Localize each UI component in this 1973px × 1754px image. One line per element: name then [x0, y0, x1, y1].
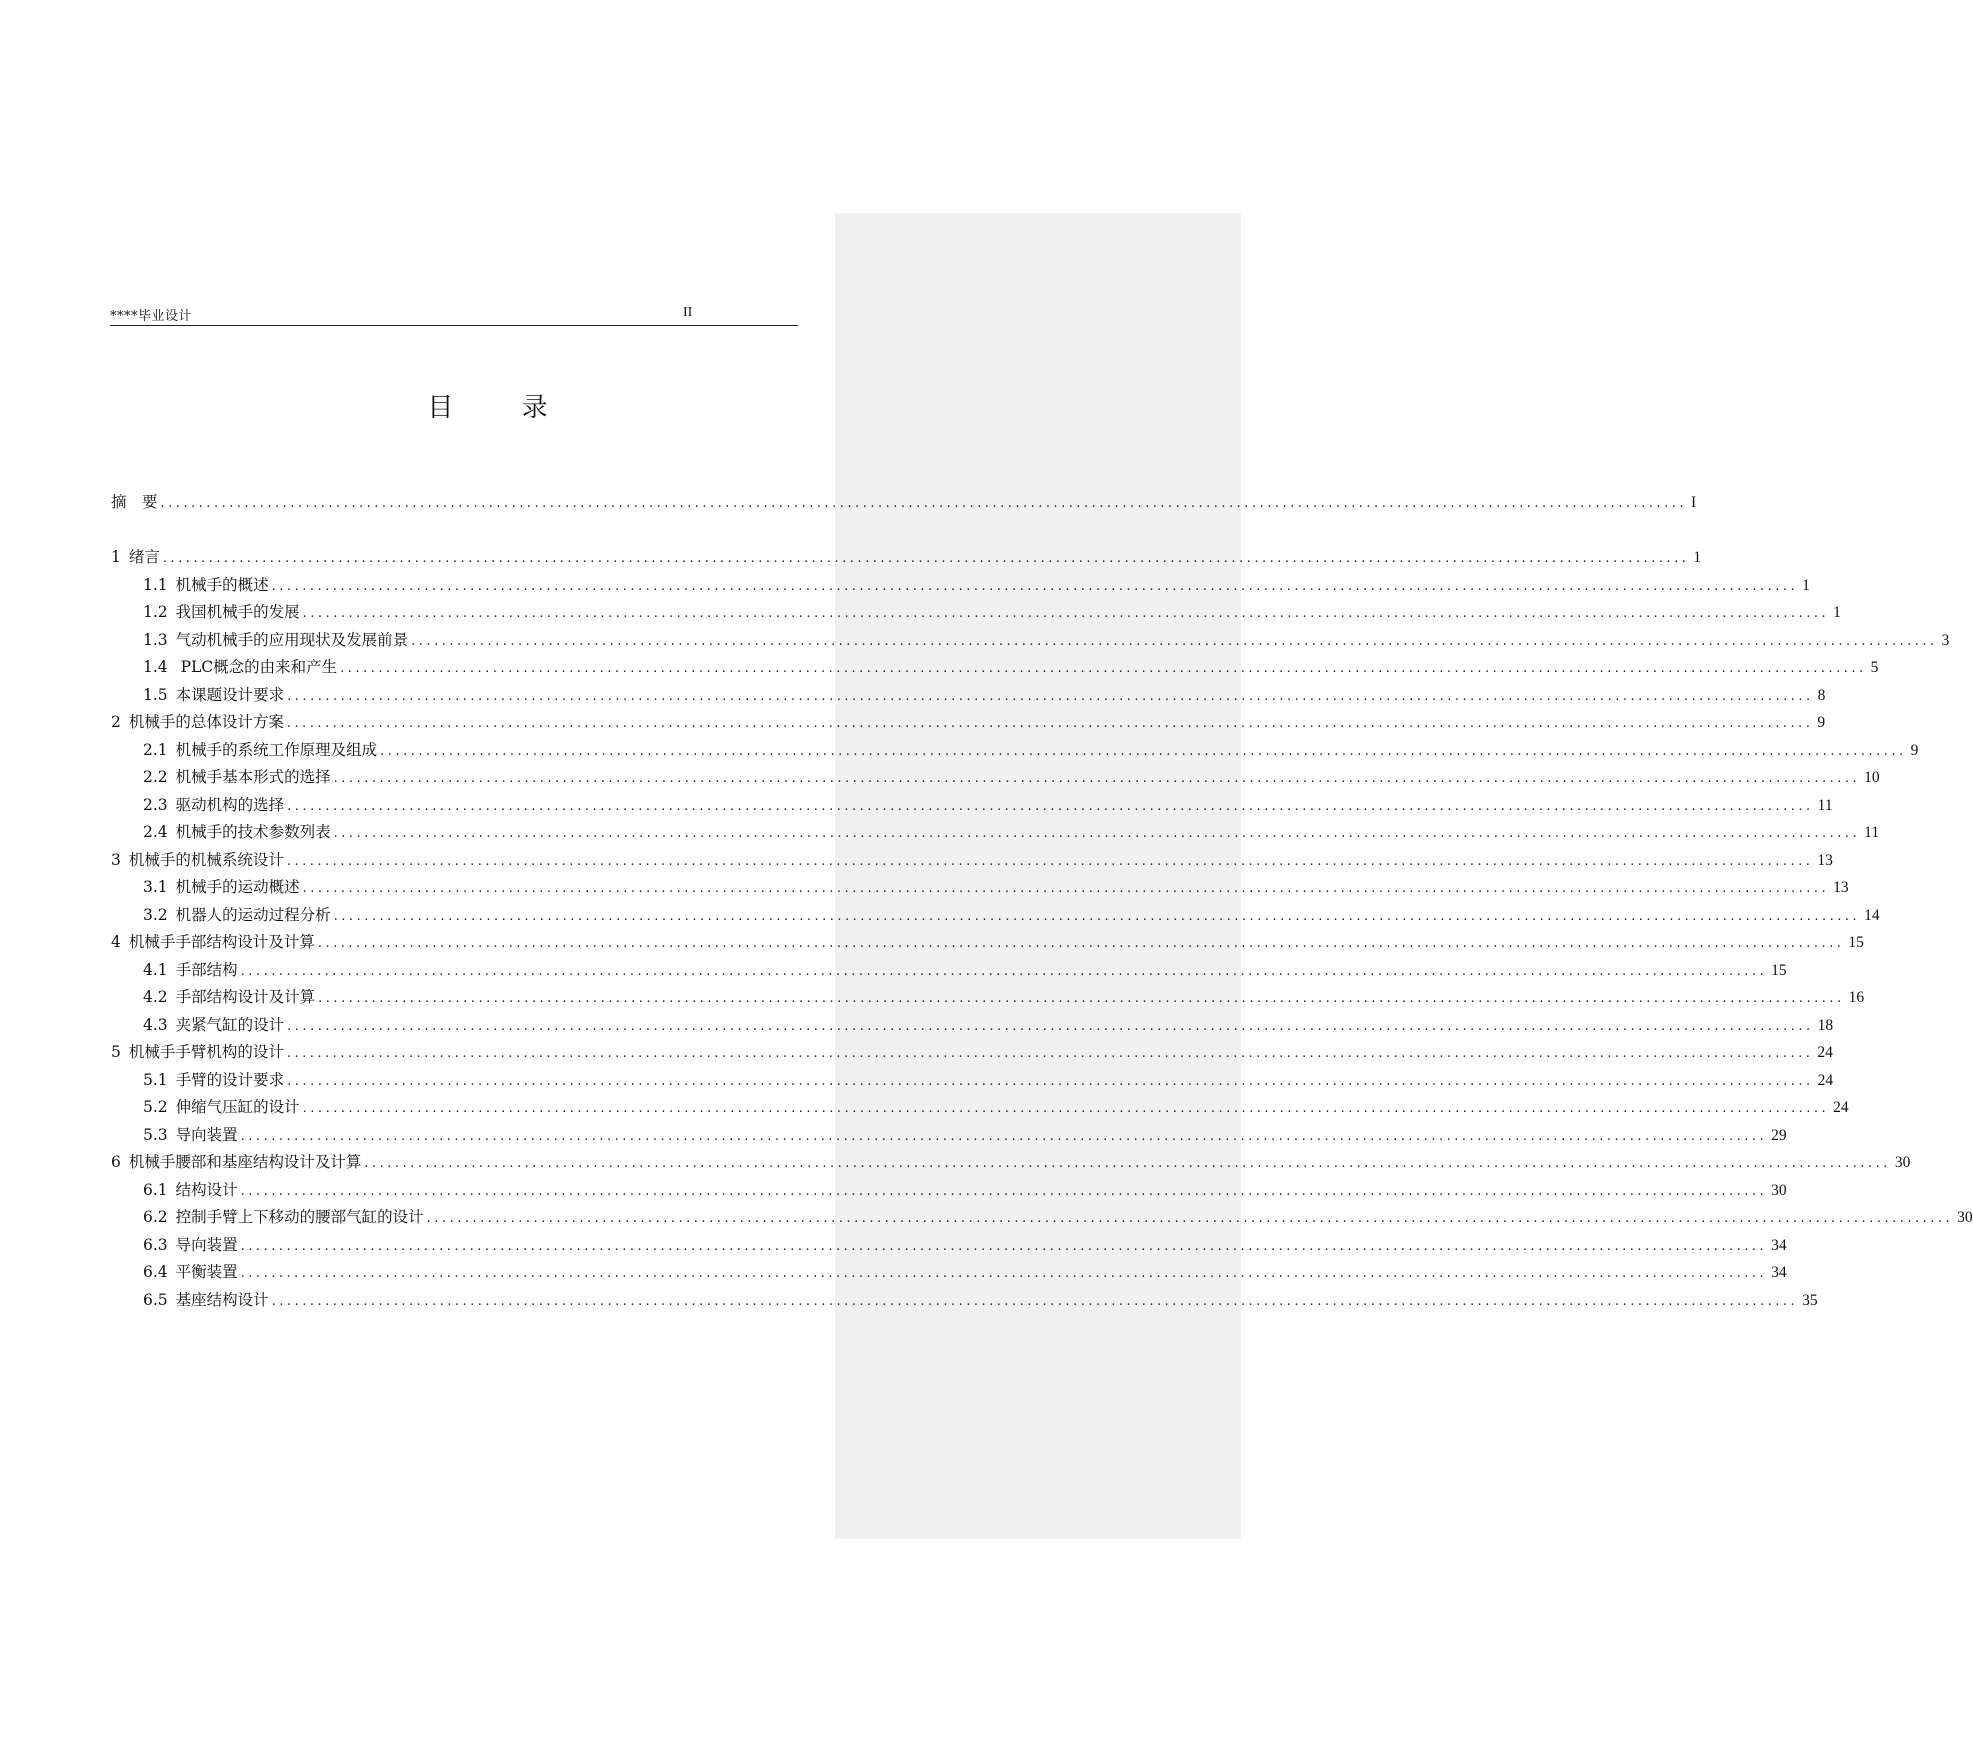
toc-entry-page: 1 [1802, 577, 1810, 594]
toc-leader-dots: ........................................................................................................................................................................................................ [286, 1046, 1814, 1061]
toc-entry-page: 15 [1848, 934, 1864, 951]
toc-entry-title: 气动机械手的应用现状及发展前景 [175, 631, 409, 649]
toc-entry-number: 3.2 [143, 906, 168, 924]
toc-entry-title: 手部结构 [175, 961, 238, 979]
toc-entry-title: 机械手基本形式的选择 [175, 768, 331, 786]
toc-entry-title: 平衡装置 [175, 1263, 238, 1281]
toc-entry[interactable] [111, 1149, 1911, 1175]
toc-leader-dots: ........................................................................................................................................................................................................ [302, 881, 1830, 896]
toc-entry-label [143, 874, 303, 900]
toc-entry-title: 导向装置 [175, 1126, 238, 1144]
toc-entry-title: 本课题设计要求 [175, 686, 285, 704]
toc-entry-number: 4.1 [143, 961, 168, 979]
toc-entry-label [143, 627, 411, 653]
toc-entry[interactable] [143, 1204, 1973, 1230]
toc-entry-number: 3.1 [143, 878, 168, 896]
toc-leader-dots: ........................................................................................................................................................................................................ [240, 1184, 1768, 1199]
header-page-number: II [683, 305, 693, 320]
toc-entry[interactable] [143, 1259, 1787, 1285]
toc-entry-title: 摘 要 [111, 493, 158, 511]
toc-leader-dots: ........................................................................................................................................................................................................ [426, 1211, 1954, 1226]
toc-entry[interactable] [143, 1122, 1787, 1148]
toc-entry-title: 机械手的运动概述 [175, 878, 300, 896]
toc-leader-dots: ........................................................................................................................................................................................................ [340, 661, 1867, 676]
toc-entry-title: 驱动机构的选择 [175, 796, 285, 814]
toc-entry[interactable] [143, 819, 1880, 845]
toc-entry-label [143, 1259, 241, 1285]
toc-leader-dots: ........................................................................................................................................................................................................ [380, 744, 1907, 759]
toc-leader-dots: ........................................................................................................................................................................................................ [162, 551, 1690, 566]
toc-entry-number: 1.3 [143, 631, 168, 649]
toc-entry-page: 24 [1817, 1072, 1834, 1089]
toc-entry[interactable] [111, 489, 1697, 515]
toc-entry-number: 2.2 [143, 768, 168, 786]
toc-entry[interactable] [143, 682, 1826, 708]
toc-entry-page: 11 [1817, 797, 1833, 814]
toc-entry-page: 18 [1817, 1017, 1834, 1034]
toc-entry-number: 6.5 [143, 1291, 168, 1309]
toc-entry[interactable] [111, 1039, 1833, 1065]
toc-entry-label [111, 847, 287, 873]
toc-entry-title: PLC概念的由来和产生 [175, 658, 338, 676]
toc-entry-page: 15 [1771, 962, 1787, 979]
toc-entry-label [143, 984, 318, 1010]
toc-entry-number: 1.1 [143, 576, 168, 594]
toc-leader-dots: ........................................................................................................................................................................................................ [333, 826, 1861, 841]
toc-leader-dots: ........................................................................................................................................................................................................ [286, 716, 1814, 731]
toc-entry-number: 1.2 [143, 603, 168, 621]
toc-leader-dots: ........................................................................................................................................................................................................ [240, 1266, 1768, 1281]
toc-entry-page: 24 [1833, 1099, 1849, 1116]
toc-entry-label [111, 489, 161, 515]
toc-entry-title: 夹紧气缸的设计 [175, 1016, 285, 1034]
toc-entry[interactable] [143, 957, 1787, 983]
toc-leader-dots: ........................................................................................................................................................................................................ [286, 854, 1814, 869]
toc-entry-page: 24 [1817, 1044, 1833, 1061]
toc-entry-number: 4.3 [143, 1016, 168, 1034]
toc-entry-page: 30 [1957, 1209, 1973, 1226]
toc-entry-label [111, 1149, 364, 1175]
toc-entry-page: 14 [1864, 907, 1880, 924]
toc-entry[interactable] [111, 709, 1826, 735]
toc-entry-page: 5 [1870, 659, 1879, 676]
toc-leader-dots: ........................................................................................................................................................................................................ [271, 579, 1799, 594]
toc-entry-label [143, 1067, 287, 1093]
toc-leader-dots: ........................................................................................................................................................................................................ [317, 936, 1845, 951]
toc-entry-page: 16 [1848, 989, 1865, 1006]
toc-leader-dots: ........................................................................................................................................................................................................ [240, 1239, 1768, 1254]
toc-entry-number: 2 [111, 713, 121, 731]
toc-entry-label [111, 929, 318, 955]
toc-entry[interactable] [111, 544, 1702, 570]
toc-entry-label [143, 599, 303, 625]
toc-entry-title: 手臂的设计要求 [175, 1071, 285, 1089]
toc-leader-dots: ........................................................................................................................................................................................................ [287, 689, 1814, 704]
toc-entry-title: 绪言 [128, 548, 160, 566]
toc-entry-label [143, 1012, 287, 1038]
toc-entry-title: 机械手的机械系统设计 [128, 851, 284, 869]
toc-entry-number: 2.1 [143, 741, 168, 759]
toc-entry-label [143, 1232, 241, 1258]
toc-entry-number: 1 [111, 548, 121, 566]
toc-leader-dots: ........................................................................................................................................................................................................ [364, 1156, 1891, 1171]
toc-entry-number: 1.5 [143, 686, 168, 704]
toc-entry-page: 1 [1833, 604, 1841, 621]
toc-entry-page: 9 [1817, 714, 1826, 731]
toc-entry-label [143, 1122, 241, 1148]
toc-entry[interactable] [143, 1067, 1834, 1093]
toc-entry-number: 6.2 [143, 1208, 168, 1226]
toc-entry-title: 基座结构设计 [175, 1291, 269, 1309]
toc-entry-number: 2.3 [143, 796, 168, 814]
toc-entry-label [111, 1039, 287, 1065]
toc-entry-page: 30 [1894, 1154, 1911, 1171]
toc-entry-label [111, 544, 163, 570]
toc-title: 目 录 [427, 393, 578, 423]
toc-leader-dots: ........................................................................................................................................................................................................ [333, 771, 1861, 786]
toc-entry[interactable] [143, 1232, 1787, 1258]
toc-entry-page: 29 [1771, 1127, 1787, 1144]
toc-leader-dots: ........................................................................................................................................................................................................ [333, 909, 1861, 924]
toc-entry-label [143, 654, 340, 680]
toc-entry-page: 8 [1817, 687, 1826, 704]
toc-entry-number: 6.4 [143, 1263, 168, 1281]
toc-entry-page: I [1690, 494, 1697, 511]
toc-entry-number: 5.2 [143, 1098, 168, 1116]
toc-entry-page: 1 [1693, 549, 1702, 566]
toc-entry[interactable] [111, 929, 1864, 955]
toc-entry-title: 手部结构设计及计算 [175, 988, 316, 1006]
toc-entry-page: 30 [1771, 1182, 1787, 1199]
toc-entry-label [143, 1177, 241, 1203]
toc-entry-number: 5.3 [143, 1126, 168, 1144]
toc-entry-label [111, 709, 287, 735]
toc-entry-label [143, 1287, 272, 1313]
toc-entry-page: 34 [1771, 1237, 1787, 1254]
toc-entry[interactable] [143, 874, 1849, 900]
toc-entry-number: 4 [111, 933, 121, 951]
toc-entry-page: 34 [1771, 1264, 1787, 1281]
toc-leader-dots: ........................................................................................................................................................................................................ [287, 799, 1814, 814]
toc-entry-page: 10 [1864, 769, 1880, 786]
toc-entry[interactable] [143, 627, 1950, 653]
toc-entry-page: 3 [1941, 632, 1950, 649]
toc-entry-title: 机械手的系统工作原理及组成 [175, 741, 378, 759]
toc-entry-title: 机械手手部结构设计及计算 [128, 933, 315, 951]
toc-entry[interactable] [143, 1012, 1834, 1038]
toc-entry[interactable] [143, 654, 1879, 680]
toc-entry-page: 13 [1817, 852, 1833, 869]
toc-entry[interactable] [143, 1094, 1849, 1120]
toc-entry-title: 机械手的概述 [175, 576, 269, 594]
toc-entry-label [143, 682, 287, 708]
toc-entry-label [143, 957, 241, 983]
toc-entry-title: 机器人的运动过程分析 [175, 906, 331, 924]
toc-entry-number: 4.2 [143, 988, 168, 1006]
toc-entry-label [143, 737, 380, 763]
toc-entry-title: 我国机械手的发展 [175, 603, 300, 621]
toc-leader-dots: ........................................................................................................................................................................................................ [302, 606, 1830, 621]
toc-leader-dots: ........................................................................................................................................................................................................ [287, 1019, 1814, 1034]
toc-entry-title: 机械手的技术参数列表 [175, 823, 331, 841]
toc-entry-number: 2.4 [143, 823, 168, 841]
toc-entry[interactable] [143, 599, 1841, 625]
toc-entry-number: 6.1 [143, 1181, 168, 1199]
toc-entry-number: 5 [111, 1043, 121, 1061]
toc-leader-dots: ........................................................................................................................................................................................................ [411, 634, 1938, 649]
toc-entry-title: 导向装置 [175, 1236, 238, 1254]
toc-entry[interactable] [111, 847, 1833, 873]
toc-leader-dots: ........................................................................................................................................................................................................ [240, 1129, 1768, 1144]
toc-leader-dots: ........................................................................................................................................................................................................ [318, 991, 1845, 1006]
toc-entry-page: 35 [1802, 1292, 1818, 1309]
toc-entry-page: 11 [1864, 824, 1880, 841]
toc-entry[interactable] [143, 764, 1880, 790]
toc-entry[interactable] [143, 737, 1919, 763]
toc-entry-label [143, 572, 272, 598]
toc-entry-label [143, 764, 334, 790]
toc-entry-number: 6 [111, 1153, 121, 1171]
toc-entry-title: 伸缩气压缸的设计 [175, 1098, 300, 1116]
toc-entry-label [143, 819, 334, 845]
toc-leader-dots: ........................................................................................................................................................................................................ [160, 496, 1687, 511]
page-header [110, 303, 798, 326]
toc-entry-label [143, 792, 287, 818]
toc-leader-dots: ........................................................................................................................................................................................................ [271, 1294, 1799, 1309]
toc-entry-title: 机械手腰部和基座结构设计及计算 [128, 1153, 362, 1171]
toc-entry[interactable] [143, 1287, 1818, 1313]
toc-entry-page: 9 [1910, 742, 1919, 759]
toc-entry[interactable] [143, 572, 1810, 598]
toc-entry-label [143, 1204, 427, 1230]
toc-entry-title: 结构设计 [175, 1181, 238, 1199]
toc-leader-dots: ........................................................................................................................................................................................................ [287, 1074, 1814, 1089]
toc-leader-dots: ........................................................................................................................................................................................................ [302, 1101, 1830, 1116]
toc-entry-title: 控制手臂上下移动的腰部气缸的设计 [175, 1208, 424, 1226]
toc-entry[interactable] [143, 902, 1880, 928]
toc-entry[interactable] [143, 984, 1865, 1010]
toc-entry-number: 3 [111, 851, 121, 869]
toc-entry-title: 机械手的总体设计方案 [128, 713, 284, 731]
header-document-name: ****毕业设计 [110, 309, 193, 324]
toc-leader-dots: ........................................................................................................................................................................................................ [240, 964, 1768, 979]
toc-entry[interactable] [143, 792, 1833, 818]
toc-entry[interactable] [143, 1177, 1787, 1203]
toc-entry-number: 1.4 [143, 658, 168, 676]
toc-entry-page: 13 [1833, 879, 1849, 896]
toc-entry-title: 机械手手臂机构的设计 [128, 1043, 284, 1061]
toc-entry-number: 5.1 [143, 1071, 168, 1089]
toc-entry-number: 6.3 [143, 1236, 168, 1254]
toc-entry-label [143, 1094, 303, 1120]
toc-entry-label [143, 902, 334, 928]
